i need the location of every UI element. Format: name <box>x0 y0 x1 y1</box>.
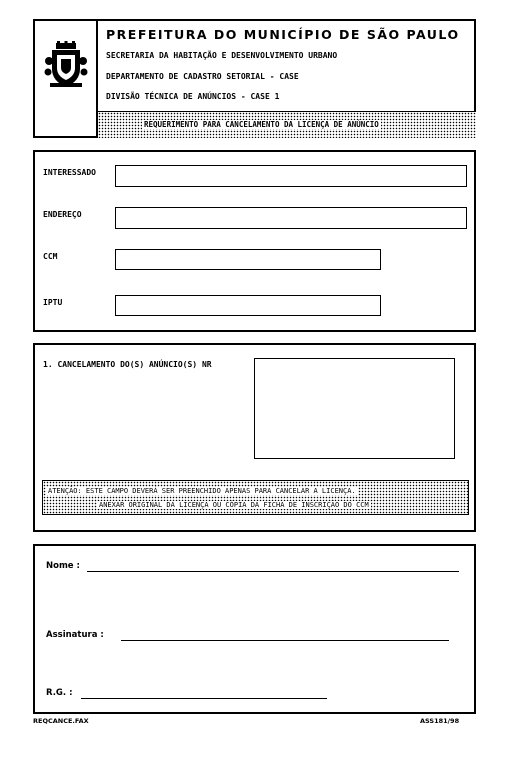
secretaria-line: SECRETARIA DA HABITAÇÃO E DESENVOLVIMENTO URBANO <box>106 51 338 60</box>
header-box <box>33 19 476 138</box>
ccm-label: CCM <box>43 252 58 261</box>
interessado-field[interactable] <box>115 165 467 187</box>
form-title: REQUERIMENTO PARA CANCELAMENTO DA LICENÇA DE ANÚNCIO <box>144 120 379 129</box>
identification-box <box>33 150 476 332</box>
notice-band <box>42 480 469 515</box>
iptu-label: IPTU <box>43 298 63 307</box>
iptu-field[interactable] <box>115 295 381 316</box>
rg-field[interactable] <box>81 698 327 699</box>
municipality-title: PREFEITURA DO MUNICÍPIO DE SÃO PAULO <box>106 27 460 42</box>
endereco-label: ENDEREÇO <box>43 210 82 219</box>
endereco-field[interactable] <box>115 207 467 229</box>
footer-left-code: REQCANCE.FAX <box>33 717 89 725</box>
departamento-line: DEPARTAMENTO DE CADASTRO SETORIAL - CASE <box>106 72 299 81</box>
notice-line-1: ATENÇÃO: ESTE CAMPO DEVERÁ SER PREENCHIDO APENAS PARA CANCELAR A LICENÇA. <box>48 487 356 495</box>
assinatura-label: Assinatura : <box>46 630 104 640</box>
coat-of-arms-icon <box>44 41 88 89</box>
form-title-band <box>98 111 476 138</box>
rg-label: R.G. : <box>46 688 73 698</box>
notice-line-2: ANEXAR ORIGINAL DA LICENÇA OU CÓPIA DA FICHA DE INSCRIÇÃO DO CCM <box>99 501 369 509</box>
emblem-cell <box>35 21 98 138</box>
cancellation-box <box>33 343 476 532</box>
signature-box <box>33 544 476 714</box>
interessado-label: INTERESSADO <box>43 168 96 177</box>
cancellation-label: 1. CANCELAMENTO DO(S) ANÚNCIO(S) NR <box>43 360 212 369</box>
anuncio-numbers-field[interactable] <box>254 358 455 459</box>
assinatura-field[interactable] <box>121 640 449 641</box>
ccm-field[interactable] <box>115 249 381 270</box>
nome-label: Nome : <box>46 561 80 571</box>
divisao-line: DIVISÃO TÉCNICA DE ANÚNCIOS - CASE 1 <box>106 92 280 101</box>
footer-right-code: ASS181/98 <box>420 717 460 725</box>
nome-field[interactable] <box>87 571 459 572</box>
